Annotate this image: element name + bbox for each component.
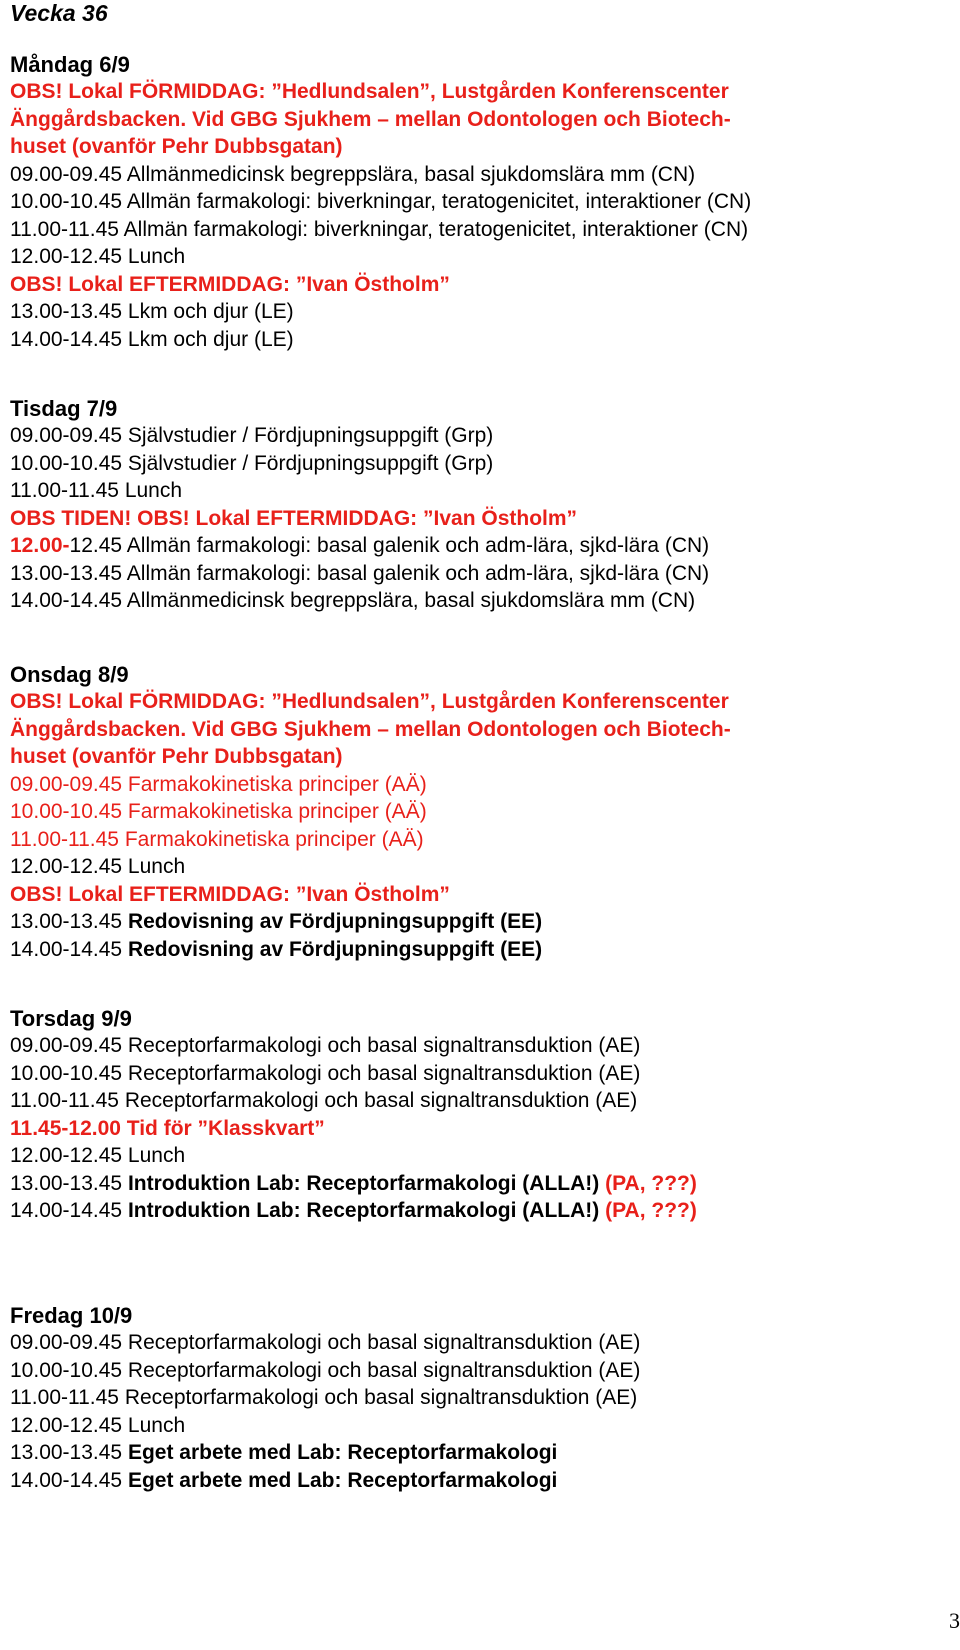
day-block — [10, 1302, 950, 1494]
schedule-line — [10, 688, 950, 716]
schedule-line — [10, 161, 950, 189]
line-segment: 14.00-14.45 Lkm och djur (LE) — [10, 327, 294, 351]
line-segment: 12.00-12.45 Lunch — [10, 1144, 186, 1167]
schedule-line — [10, 505, 950, 533]
line-segment: 10.00-10.45 Självstudier / Fördjupningsuppgift (Grp) — [10, 451, 494, 475]
day-block — [10, 51, 950, 353]
schedule-line — [10, 1060, 950, 1088]
schedule-line — [10, 1142, 950, 1170]
schedule-line — [10, 271, 950, 299]
schedule-line — [10, 1032, 950, 1060]
line-segment: 12.00-12.45 Lunch — [10, 1413, 186, 1437]
schedule-line — [10, 936, 950, 964]
line-segment: 14.00-14.45 Allmänmedicinsk begreppslära, basal sjukdomslära mm (CN) — [10, 589, 696, 612]
schedule-line — [10, 450, 950, 478]
line-segment: 13.00-13.45 — [10, 1171, 128, 1195]
line-segment: 10.00-10.45 Allmän farmakologi: biverkningar, teratogenicitet, interaktioner (CN) — [10, 190, 752, 213]
schedule-line — [10, 477, 950, 505]
schedule-line — [10, 881, 950, 909]
line-segment: (PA, ???) — [605, 1171, 697, 1195]
schedule-line — [10, 771, 950, 799]
day-title: Tisdag 7/9 — [10, 396, 118, 421]
schedule-line — [10, 798, 950, 826]
week-title: Vecka 36 — [10, 0, 108, 26]
line-segment: 11.00-11.45 Receptorfarmakologi och basal signaltransduktion (AE) — [10, 1089, 638, 1112]
line-segment: 09.00-09.45 Receptorfarmakologi och basal signaltransduktion (AE) — [10, 1034, 641, 1057]
line-segment: OBS! Lokal EFTERMIDDAG: ”Ivan Östholm” — [10, 272, 450, 296]
line-segment: OBS TIDEN! OBS! Lokal EFTERMIDDAG: ”Ivan Östholm” — [10, 506, 578, 530]
schedule-line — [10, 133, 950, 161]
schedule-line — [10, 1329, 950, 1357]
schedule-line — [10, 587, 950, 615]
line-segment: 11.00-11.45 Farmakokinetiska principer (AÄ) — [10, 827, 424, 851]
schedule-line — [10, 78, 950, 106]
schedule-line — [10, 853, 950, 881]
schedule-line — [10, 422, 950, 450]
schedule-line — [10, 1467, 950, 1495]
line-segment: 13.00-13.45 Lkm och djur (LE) — [10, 300, 294, 323]
line-segment: OBS! Lokal FÖRMIDDAG: ”Hedlundsalen”, Lustgården Konferenscenter — [10, 690, 729, 713]
schedule-line — [10, 1384, 950, 1412]
line-segment: 12.00-12.45 Lunch — [10, 245, 186, 268]
schedule-line — [10, 106, 950, 134]
schedule-line — [10, 1439, 950, 1467]
schedule-line — [10, 826, 950, 854]
schedule-line — [10, 908, 950, 936]
day-title: Onsdag 8/9 — [10, 662, 129, 687]
line-segment: 14.00-14.45 — [10, 1199, 128, 1222]
line-segment: 11.45-12.00 Tid för ”Klasskvart” — [10, 1116, 325, 1140]
schedule-line — [10, 1357, 950, 1385]
line-segment: 12.00- — [10, 534, 70, 557]
line-segment: 09.00-09.45 Receptorfarmakologi och basal signaltransduktion (AE) — [10, 1331, 641, 1354]
day-block — [10, 661, 950, 963]
line-segment: huset (ovanför Pehr Dubbsgatan) — [10, 135, 343, 158]
line-segment: 09.00-09.45 Farmakokinetiska principer (AÄ) — [10, 772, 427, 796]
line-segment: Redovisning av Fördjupningsuppgift (EE) — [127, 937, 543, 961]
line-segment: Introduktion Lab: Receptorfarmakologi (ALLA!) — [127, 1199, 606, 1222]
line-segment: Introduktion Lab: Receptorfarmakologi (ALLA!) — [127, 1171, 606, 1195]
line-segment: Redovisning av Fördjupningsuppgift (EE) — [127, 910, 543, 933]
schedule-line — [10, 1087, 950, 1115]
line-segment: Änggårdsbacken. Vid GBG Sjukhem – mellan Odontologen och Biotech- — [10, 717, 731, 741]
schedule-line — [10, 216, 950, 244]
page-number: 3 — [949, 1608, 960, 1633]
line-segment: Eget arbete med Lab: Receptorfarmakologi — [127, 1468, 558, 1492]
day-block — [10, 395, 950, 615]
line-segment: (PA, ???) — [605, 1199, 697, 1222]
schedule-line — [10, 188, 950, 216]
day-title: Torsdag 9/9 — [10, 1006, 132, 1031]
line-segment: 14.00-14.45 — [10, 1468, 128, 1492]
schedule-line — [10, 243, 950, 271]
schedule-line — [10, 560, 950, 588]
schedule-line — [10, 298, 950, 326]
line-segment: Eget arbete med Lab: Receptorfarmakologi — [127, 1441, 558, 1464]
schedule-line — [10, 743, 950, 771]
line-segment: 13.00-13.45 — [10, 910, 128, 933]
line-segment: OBS! Lokal FÖRMIDDAG: ”Hedlundsalen”, Lustgården Konferenscenter — [10, 80, 729, 103]
line-segment: 11.00-11.45 Receptorfarmakologi och basal signaltransduktion (AE) — [10, 1386, 638, 1409]
line-segment: 10.00-10.45 Receptorfarmakologi och basal signaltransduktion (AE) — [10, 1061, 641, 1085]
line-segment: 12.45 Allmän farmakologi: basal galenik och adm-lära, sjkd-lära (CN) — [69, 534, 710, 557]
day-title: Måndag 6/9 — [10, 52, 130, 77]
line-segment: 11.00-11.45 Lunch — [10, 479, 183, 502]
schedule-line — [10, 1115, 950, 1143]
schedule-line — [10, 532, 950, 560]
schedule-page — [10, 0, 950, 1494]
day-list — [10, 51, 950, 1494]
line-segment: 11.00-11.45 Allmän farmakologi: biverkningar, teratogenicitet, interaktioner (CN) — [10, 217, 749, 241]
day-title: Fredag 10/9 — [10, 1303, 133, 1328]
line-segment: 13.00-13.45 — [10, 1441, 128, 1464]
schedule-line — [10, 326, 950, 354]
line-segment: OBS! Lokal EFTERMIDDAG: ”Ivan Östholm” — [10, 882, 450, 906]
line-segment: 09.00-09.45 Allmänmedicinsk begreppslära, basal sjukdomslära mm (CN) — [10, 162, 696, 186]
line-segment: 14.00-14.45 — [10, 937, 128, 961]
line-segment: 10.00-10.45 Receptorfarmakologi och basal signaltransduktion (AE) — [10, 1358, 641, 1382]
line-segment: 12.00-12.45 Lunch — [10, 855, 186, 878]
line-segment: Änggårdsbacken. Vid GBG Sjukhem – mellan Odontologen och Biotech- — [10, 107, 731, 131]
schedule-line — [10, 1412, 950, 1440]
line-segment: huset (ovanför Pehr Dubbsgatan) — [10, 745, 343, 768]
day-block — [10, 1005, 950, 1225]
line-segment: 09.00-09.45 Självstudier / Fördjupningsuppgift (Grp) — [10, 424, 494, 447]
schedule-line — [10, 716, 950, 744]
line-segment: 13.00-13.45 Allmän farmakologi: basal galenik och adm-lära, sjkd-lära (CN) — [10, 561, 710, 585]
schedule-line — [10, 1197, 950, 1225]
line-segment: 10.00-10.45 Farmakokinetiska principer (AÄ) — [10, 800, 427, 823]
schedule-line — [10, 1170, 950, 1198]
